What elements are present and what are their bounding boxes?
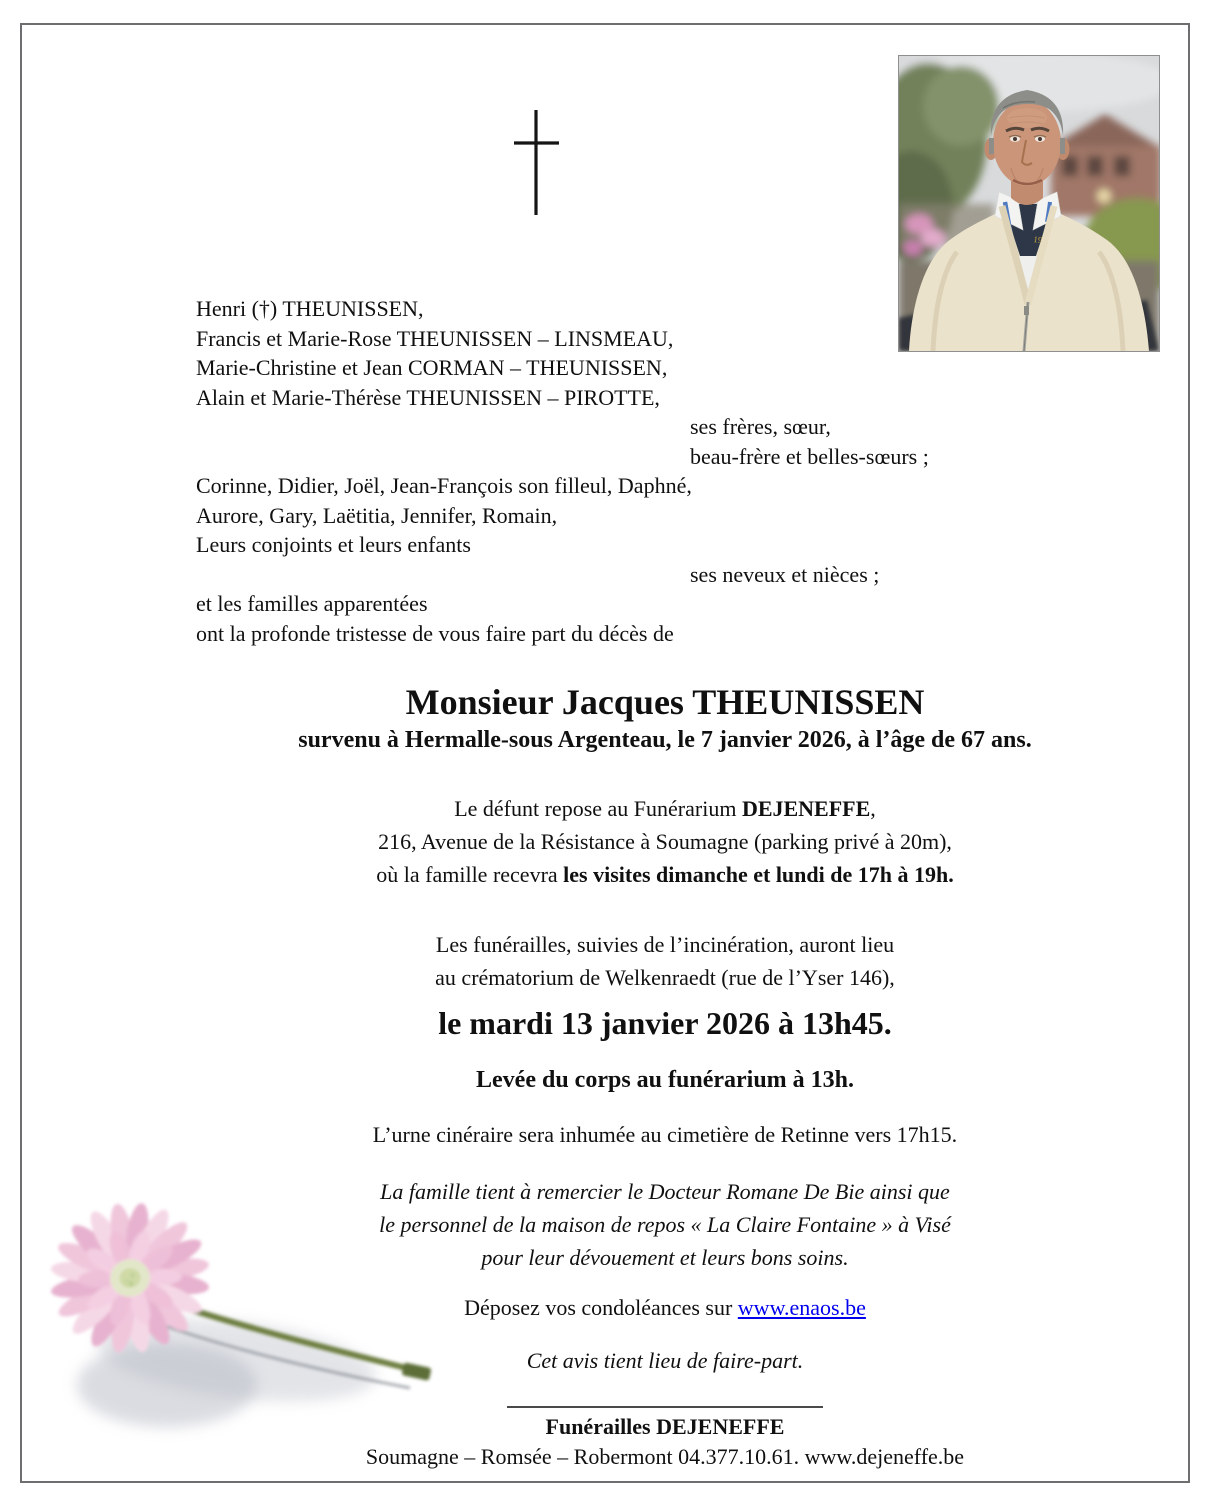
thanks-line-2: le personnel de la maison de repos « La Claire Fontaine » à Visé — [379, 1212, 951, 1237]
family-line: Alain et Marie-Thérèse THEUNISSEN – PIROTTE, — [196, 384, 660, 410]
family-relation-line: ses frères, sœur, — [690, 414, 831, 439]
faire-part-notice: Cet avis tient lieu de faire-part. — [526, 1348, 804, 1373]
condolences-text: Déposez vos condoléances sur — [464, 1295, 738, 1320]
footer-contact-details: Soumagne – Romsée – Robermont 04.377.10.61. www.dejeneffe.be — [365, 1444, 965, 1469]
family-names-block — [196, 294, 929, 648]
family-line: Leurs conjoints et leurs enfants — [196, 532, 471, 557]
family-line: Marie-Christine et Jean CORMAN – THEUNISSEN, — [196, 355, 668, 380]
cross-icon — [509, 107, 563, 219]
family-line: Corinne, Didier, Joël, Jean-François son filleul, Daphné, — [196, 473, 692, 498]
funeral-date-line: le mardi 13 janvier 2026 à 13h45. — [438, 1005, 892, 1041]
deceased-portrait-photo — [898, 55, 1160, 352]
repose-line-3: où la famille recevra les visites dimanche et lundi de 17h à 19h. — [376, 862, 954, 887]
family-relation-line: ses neveux et nièces ; — [690, 561, 880, 587]
footer-divider — [507, 1406, 823, 1408]
footer-funeral-home-name: Funérailles DEJENEFFE — [545, 1414, 785, 1439]
flower-image — [12, 1150, 442, 1470]
family-relation-line: beau-frère et belles-sœurs ; — [690, 443, 929, 469]
repose-paragraph — [140, 792, 1190, 891]
enaos-link[interactable]: www.enaos.be — [737, 1295, 866, 1320]
funeral-home-name: DEJENEFFE — [741, 796, 871, 821]
deceased-name-title: Monsieur Jacques THEUNISSEN — [405, 682, 925, 722]
portrait-photo-graphic — [899, 56, 1159, 351]
levee-du-corps-line: Levée du corps au funérarium à 13h. — [476, 1067, 854, 1093]
funeral-paragraph — [140, 928, 1190, 994]
family-line: ont la profonde tristesse de vous faire part du décès de — [196, 620, 674, 646]
thanks-line-3: pour leur dévouement et leurs bons soins. — [481, 1245, 849, 1270]
funeral-line-1: Les funérailles, suivies de l’incinération, auront lieu — [435, 932, 895, 957]
family-line: Francis et Marie-Rose THEUNISSEN – LINSMEAU, — [196, 325, 674, 351]
polo-embroidery: 19 — [1032, 234, 1044, 246]
thanks-line-1: La famille tient à remercier le Docteur Romane De Bie ainsi que — [380, 1179, 950, 1204]
urn-burial-line: L’urne cinéraire sera inhumée au cimetière de Retinne vers 17h15. — [372, 1122, 958, 1147]
repose-line-1: Le défunt repose au Funérarium DEJENEFFE, — [454, 796, 876, 821]
family-line: Aurore, Gary, Laëtitia, Jennifer, Romain, — [196, 502, 558, 528]
family-line: Henri (†) THEUNISSEN, — [196, 296, 424, 321]
repose-line-2: 216, Avenue de la Résistance à Soumagne (parking privé à 20m), — [378, 829, 952, 854]
family-line: et les familles apparentées — [196, 591, 428, 616]
funeral-line-2: au crématorium de Welkenraedt (rue de l’Yser 146), — [435, 965, 895, 990]
death-date-line: survenu à Hermalle-sous Argenteau, le 7 janvier 2026, à l’âge de 67 ans. — [298, 727, 1032, 753]
visit-hours: les visites dimanche et lundi de 17h à 19h. — [563, 862, 954, 887]
